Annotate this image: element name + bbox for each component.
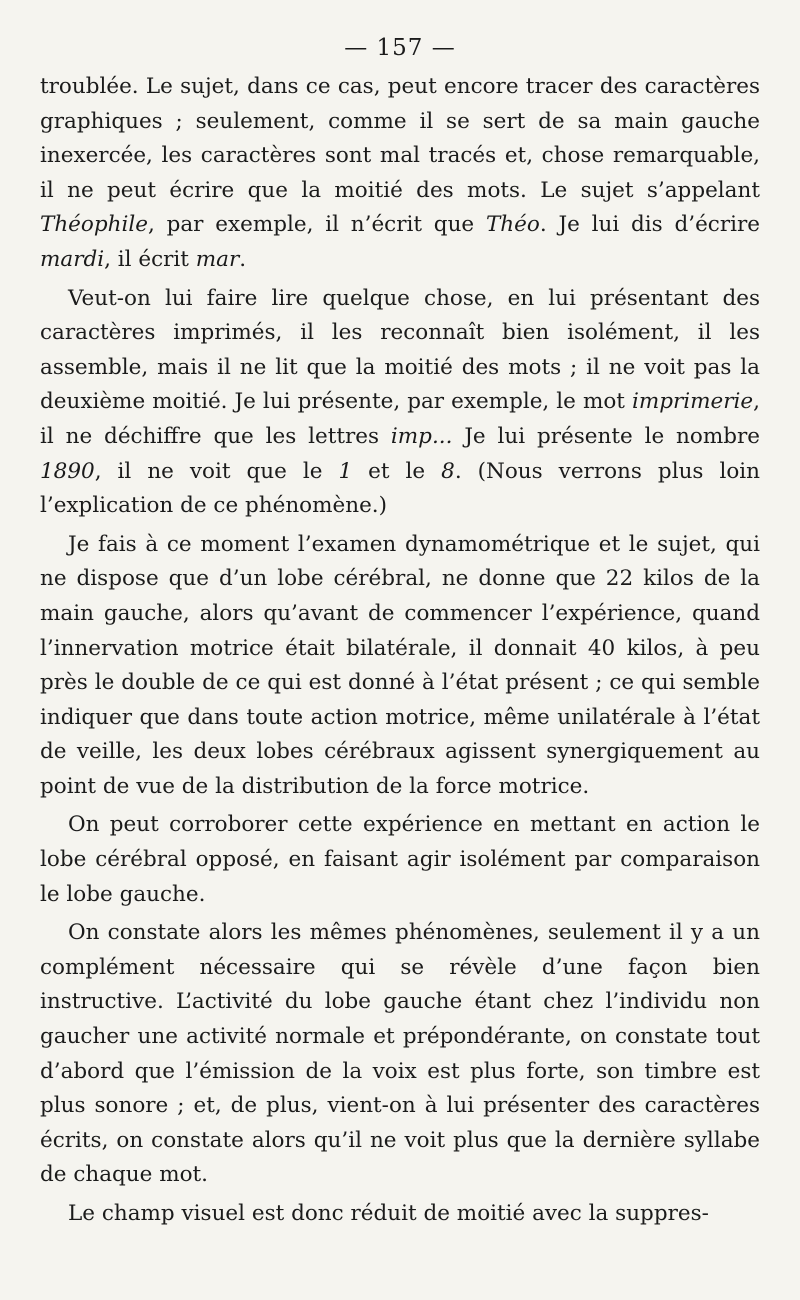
text-run: Je lui présente le nombre: [452, 423, 760, 449]
text-run: , il écrit: [104, 246, 196, 272]
text-run: , par exemple, il n’écrit que: [147, 212, 486, 238]
italic-text: Théophile: [40, 212, 148, 238]
text-run: . Je lui dis d’écrire: [539, 212, 760, 238]
paragraph-2: [40, 282, 760, 524]
text-run: Je fais à ce moment l’examen dynamométrique et le sujet, qui ne dispose que d’un lobe cérébral, ne donne que 22 kilos de la main gauche, alors qu’avant de commencer l’expérience, quand l’innervation motrice était bilatérale, il donnait 40 kilos, à peu près le double de ce qui est donné à l’état présent ; ce qui semble indiquer que dans toute action motrice, même unilatérale à l’état de veille, les deux lobes cérébraux agissent synergiquement au point de vue de la distribution de la force motrice.: [40, 531, 760, 799]
paragraph-1: [40, 70, 760, 278]
text-run: Veut-on lui faire lire quelque chose, en lui présentant des caractères imprimés, il les reconnaît bien isolément, il les assemble, mais il ne lit que la moitié des mots ; il ne voit pas la deuxième moitié. Je lui présente, par exemple, le mot: [40, 285, 760, 415]
italic-text: mardi: [40, 246, 105, 272]
text-run: On peut corroborer cette expérience en mettant en action le lobe cérébral opposé, en faisant agir isolément par comparaison le lobe gauche.: [40, 812, 760, 907]
text-run: .: [239, 246, 247, 272]
text-run: troublée. Le sujet, dans ce cas, peut encore tracer des caractères graphiques ; seulement, comme il se sert de sa main gauche inexercée, les caractères sont mal tracés et, chose remarquable, il ne peut écrire que la moitié des mots. Le sujet s’appelant: [40, 74, 760, 203]
italic-text: imp...: [390, 423, 453, 449]
italic-text: 1890: [40, 458, 95, 484]
italic-text: mar: [195, 246, 240, 272]
italic-text: Théo: [485, 212, 540, 238]
text-run: et le: [352, 458, 442, 484]
paragraph-5: [40, 916, 760, 1193]
paragraph-3: [40, 528, 760, 805]
text-run: , il ne voit que le: [94, 458, 339, 484]
italic-text: imprimerie: [631, 389, 754, 415]
text-run: , il ne déchiffre que les lettres: [40, 389, 760, 449]
text-run: On constate alors les mêmes phénomènes, seulement il y a un complément nécessaire qui se révèle d’une façon bien instructive. L’activité du lobe gauche étant chez l’individu non gaucher une activité normale et prépondérante, on constate tout d’abord que l’émission de la voix est plus forte, son timbre est plus sonore ; et, de plus, vient-on à lui présenter des caractères écrits, on constate alors qu’il ne voit plus que la dernière syllabe de chaque mot.: [40, 920, 760, 1188]
italic-text: 1: [338, 458, 353, 484]
page-number: — 157 —: [344, 35, 456, 61]
text-run: Le champ visuel est donc réduit de moitié avec la suppres-: [68, 1201, 709, 1226]
paragraph-6: [40, 1197, 760, 1232]
italic-text: 8: [441, 458, 455, 484]
page-body: [40, 70, 760, 1232]
text-run: . (Nous verrons plus loin l’explication de ce phénomène.): [40, 458, 761, 519]
paragraph-4: [40, 808, 760, 912]
